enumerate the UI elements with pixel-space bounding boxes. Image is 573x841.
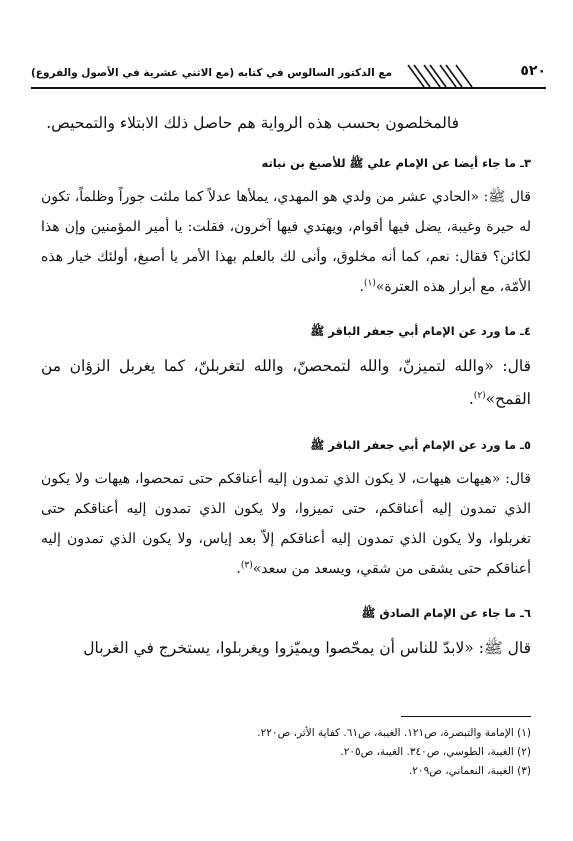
footnote-ref[interactable]: (١)	[363, 278, 376, 289]
narration-text: قال ﷺ: «الحادي عشر من ولدي هو المهدي، يملأها عدلاً كما ملئت جوراً وظلماً، تكون له حيرة وغيبة، يضل فيها أقوام، ويهتدي فيها آخرون، فقلت: يا أمير المؤمنين وإن هذا لكائن؟ فقال: نعم، كما أنه مخلوق، وأنى لك بالعلم بهذا الأمر يا أصبغ، أولئك خيار هذه الأمّة، مع أبرار هذه العترة»	[41, 189, 531, 295]
section-heading-6: ٦ـ ما جاء عن الإمام الصادق ﷺ	[361, 606, 531, 620]
narration-text: قال ﷺ: «لابدّ للناس أن يمحّصوا ويميّزوا ويغربلوا، يستخرج في الغربال	[83, 639, 531, 657]
narration-end: .	[359, 279, 364, 295]
running-header	[31, 63, 546, 89]
page-number: ٥٢٠	[520, 63, 546, 79]
footnote-ref[interactable]: (٢)	[473, 390, 486, 401]
footnote-1: (١) الإمامة والتبصرة، ص١٢١. الغيبة، ص٦١. كفاية الأثر، ص٢٢٠.	[257, 727, 531, 739]
narration-end: .	[236, 561, 241, 577]
lead-paragraph: فالمخلصون بحسب هذه الرواية هم حاصل ذلك الابتلاء والتمحيص.	[46, 114, 459, 132]
narration-end: .	[468, 390, 474, 408]
running-title: مع الدكتور السالوس في كتابه (مع الاثني عشرية في الأصول والفروع)	[31, 67, 393, 79]
narration-6	[41, 632, 531, 665]
section-heading-3: ٣ـ ما جاء أيضا عن الإمام علي ﷺ للأصبغ بن نباته	[261, 156, 531, 170]
header-rule	[31, 87, 546, 89]
narration-4	[41, 350, 531, 416]
footnote-divider	[401, 716, 531, 717]
narration-text: قال: «هيهات هيهات، لا يكون الذي تمدون إليه أعناقكم حتى تمحصوا، هيهات ولا يكون الذي تمدون إليه أعناقكم، حتى تميزوا، ولا يكون الذي تمدون إليه أعناقكم حتى تغربلوا، ولا يكون الذي تمدون إليه أعناقكم إلاّ بعد إياس، ولا يكون الذي تمدون إليه أعناقكم حتى يشقى من شقي، ويسعد من سعد»	[41, 471, 531, 577]
narration-5	[41, 464, 531, 584]
section-heading-4: ٤ـ ما ورد عن الإمام أبي جعفر الباقر ﷺ	[310, 324, 531, 338]
slash-ornament-icon	[404, 63, 476, 87]
footnotes	[41, 724, 531, 781]
main-text	[41, 108, 531, 683]
footnote-3: (٣) الغيبة، النعماني، ص٢٠٩.	[408, 765, 531, 777]
narration-text: قال: «والله لتميزنّ، والله لتمحصنّ، والله لتغربلنّ، كما يغربل الزؤان من القمح»	[41, 357, 531, 408]
footnote-2: (٢) الغيبة، الطوسي، ص٣٤٠. الغيبة، ص٢٠٥.	[340, 746, 531, 758]
narration-3	[41, 182, 531, 302]
section-heading-5: ٥ـ ما ورد عن الإمام أبي جعفر الباقر ﷺ	[310, 438, 531, 452]
footnote-ref[interactable]: (٣)	[240, 560, 253, 571]
